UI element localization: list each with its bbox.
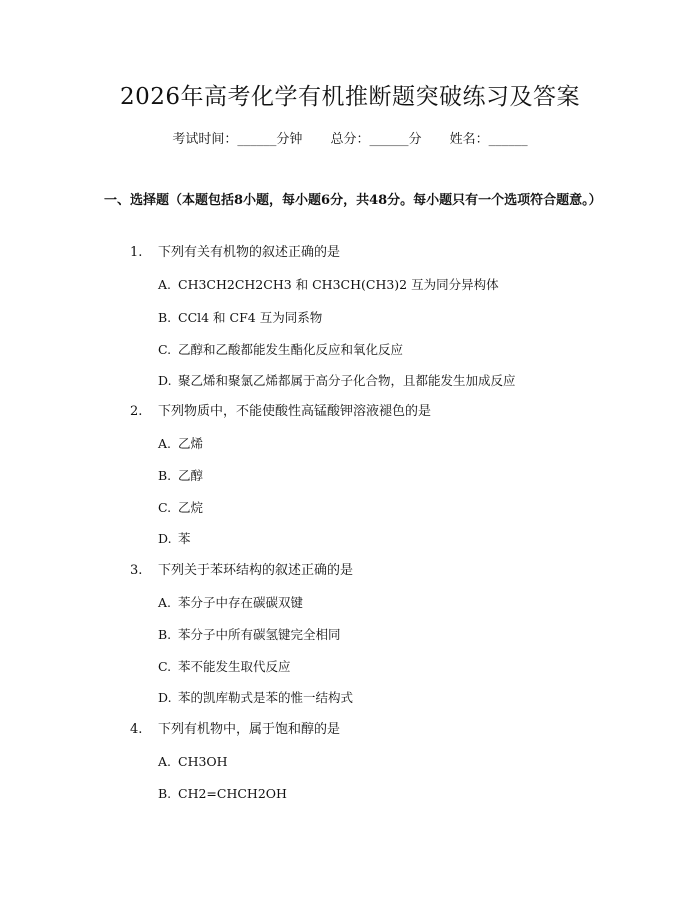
option-text: 乙烷 bbox=[178, 500, 204, 515]
option-letter: B. bbox=[158, 627, 172, 642]
option-text: 苯分子中存在碳碳双键 bbox=[178, 595, 304, 610]
question-number: 1. bbox=[130, 245, 143, 260]
exam-time-field: 考试时间：______分钟 bbox=[172, 132, 303, 147]
exam-meta-line bbox=[0, 131, 700, 149]
option-letter: A. bbox=[158, 436, 172, 451]
question-text: 下列物质中，不能使酸性高锰酸钾溶液褪色的是 bbox=[158, 404, 432, 419]
answer-option bbox=[158, 372, 516, 390]
question-text: 下列有关有机物的叙述正确的是 bbox=[158, 245, 341, 260]
option-letter: C. bbox=[158, 659, 172, 674]
total-score-field: 总分：______分 bbox=[330, 132, 422, 147]
question-number: 3. bbox=[130, 563, 143, 578]
option-text: 苯分子中所有碳氢键完全相同 bbox=[178, 627, 341, 642]
answer-option bbox=[158, 435, 203, 453]
document-title: 2026年高考化学有机推断题突破练习及答案 bbox=[119, 84, 581, 110]
option-text: 苯 bbox=[178, 531, 191, 546]
question-text: 下列关于苯环结构的叙述正确的是 bbox=[158, 563, 354, 578]
option-letter: D. bbox=[158, 531, 172, 546]
option-letter: A. bbox=[158, 754, 172, 769]
answer-option bbox=[158, 594, 303, 612]
option-text: CCl4 和 CF4 互为同系物 bbox=[178, 310, 323, 325]
answer-option bbox=[158, 658, 291, 676]
option-letter: C. bbox=[158, 500, 172, 515]
option-letter: B. bbox=[158, 310, 172, 325]
answer-option bbox=[158, 626, 341, 644]
option-text: 苯的凯库勒式是苯的惟一结构式 bbox=[178, 690, 354, 705]
question-stem bbox=[130, 244, 340, 262]
answer-option bbox=[158, 276, 499, 294]
option-text: 乙醇 bbox=[178, 468, 204, 483]
question-number: 4. bbox=[130, 722, 143, 737]
option-text: CH3OH bbox=[178, 754, 228, 769]
answer-option bbox=[158, 689, 353, 707]
question-stem bbox=[130, 403, 431, 421]
option-text: 聚乙烯和聚氯乙烯都属于高分子化合物，且都能发生加成反应 bbox=[178, 373, 516, 388]
question-number: 2. bbox=[130, 404, 143, 419]
section-heading: 一、选择题（本题包括8小题，每小题6分，共48分。每小题只有一个选项符合题意。） bbox=[104, 193, 602, 208]
answer-option bbox=[158, 785, 287, 803]
option-text: CH3CH2CH2CH3 和 CH3CH(CH3)2 互为同分异构体 bbox=[178, 277, 499, 292]
option-letter: D. bbox=[158, 690, 172, 705]
answer-option bbox=[158, 530, 191, 548]
option-letter: C. bbox=[158, 342, 172, 357]
answer-option bbox=[158, 309, 322, 327]
question-stem bbox=[130, 721, 340, 739]
option-letter: B. bbox=[158, 786, 172, 801]
question-text: 下列有机物中，属于饱和醇的是 bbox=[158, 722, 341, 737]
option-text: 苯不能发生取代反应 bbox=[178, 659, 291, 674]
answer-option bbox=[158, 341, 403, 359]
option-text: 乙烯 bbox=[178, 436, 204, 451]
option-letter: D. bbox=[158, 373, 172, 388]
answer-option bbox=[158, 753, 228, 771]
option-letter: B. bbox=[158, 468, 172, 483]
option-letter: A. bbox=[158, 277, 172, 292]
answer-option bbox=[158, 499, 203, 517]
student-name-field: 姓名：______ bbox=[449, 132, 528, 147]
question-stem bbox=[130, 562, 353, 580]
option-text: 乙醇和乙酸都能发生酯化反应和氧化反应 bbox=[178, 342, 404, 357]
option-letter: A. bbox=[158, 595, 172, 610]
option-text: CH2=CHCH2OH bbox=[178, 786, 287, 801]
answer-option bbox=[158, 467, 203, 485]
